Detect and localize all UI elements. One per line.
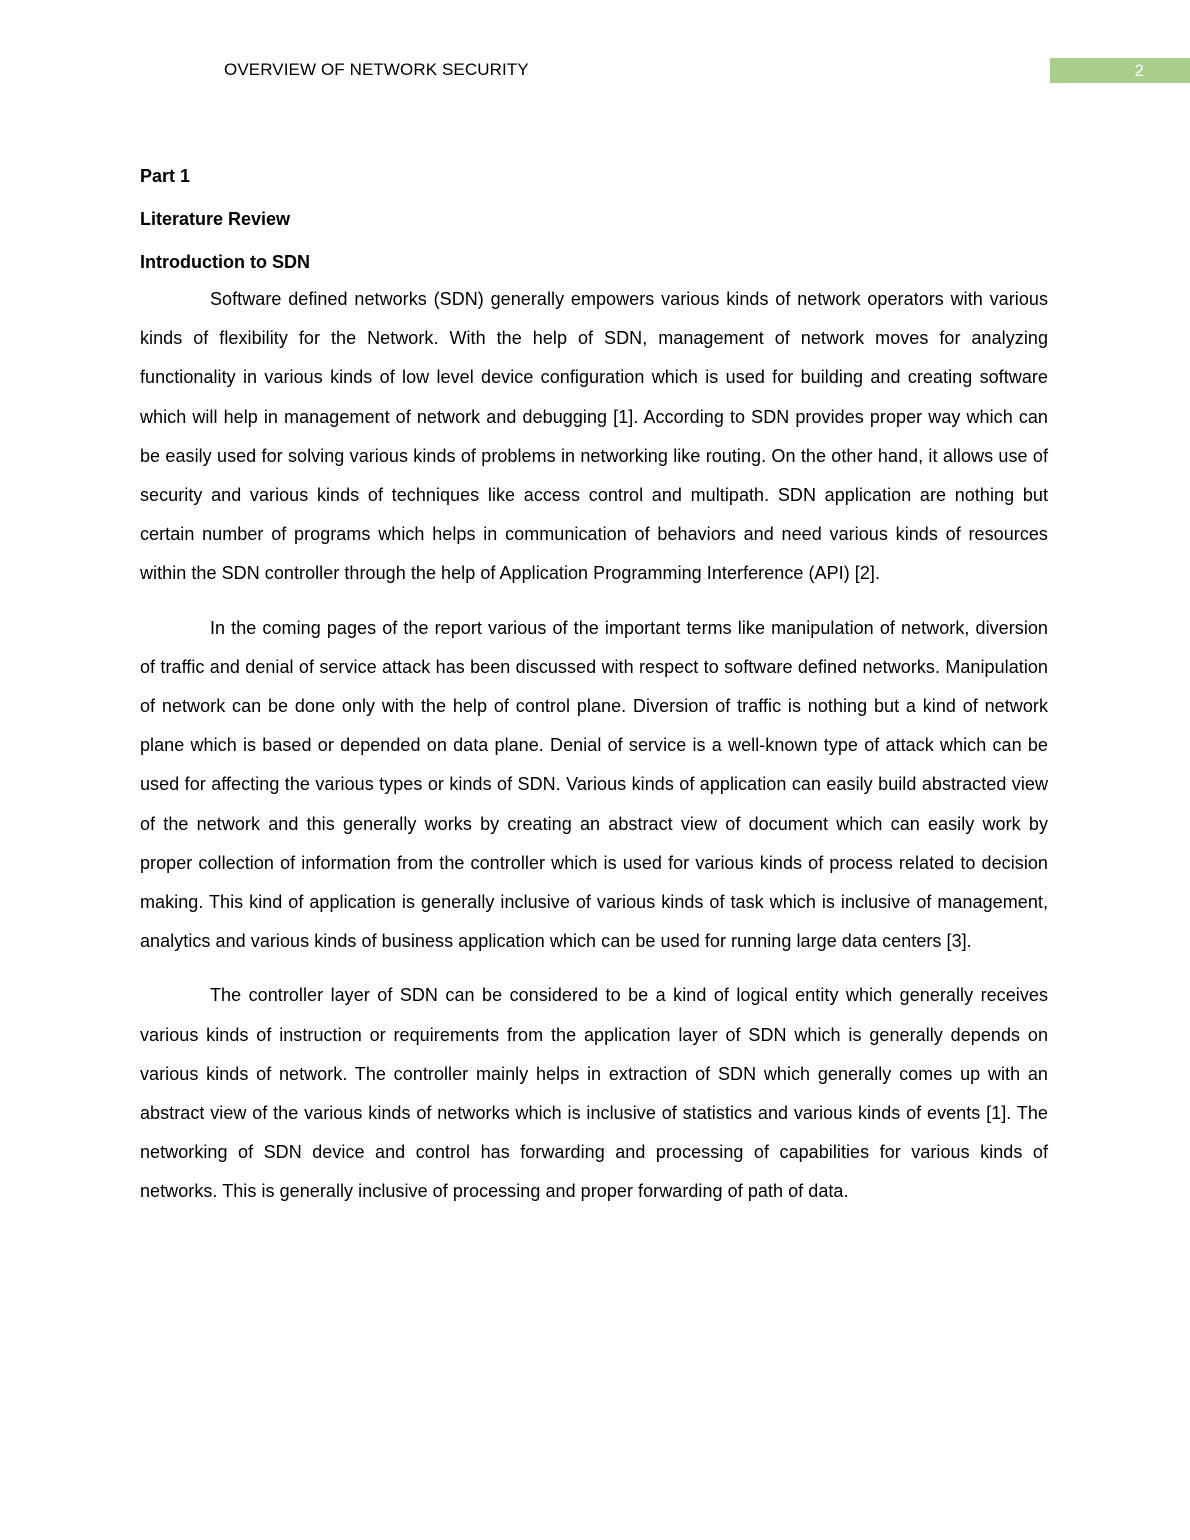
page-header	[0, 58, 1190, 84]
page-number: 2	[1134, 61, 1144, 80]
part-heading: Part 1	[140, 166, 191, 186]
section-heading: Literature Review	[140, 209, 291, 229]
paragraph-2: In the coming pages of the report various of the important terms like manipulation of network, diversion of traffic and denial of service attack has been discussed with respect to software defined networks. Manipulation of network can be done only with the help of control plane. Diversion of traffic is nothing but a kind of network plane which is based or depended on data plane. Denial of service is a well-known type of attack which can be used for affecting the various types or kinds of SDN. Various kinds of application can easily build abstracted view of the network and this generally works by creating an abstract view of document which can easily work by proper collection of information from the controller which is used for various kinds of process related to decision making. This kind of application is generally inclusive of various kinds of task which is inclusive of management, analytics and various kinds of business application which can be used for running large data centers [3].	[140, 617, 1048, 952]
document-body	[140, 164, 1048, 1227]
paragraph-3: The controller layer of SDN can be considered to be a kind of logical entity which generally receives various kinds of instruction or requirements from the application layer of SDN which is generally depends on various kinds of network. The controller mainly helps in extraction of SDN which generally comes up with an abstract view of the various kinds of networks which is inclusive of statistics and various kinds of events [1]. The networking of SDN device and control has forwarding and processing of capabilities for various kinds of networks. This is generally inclusive of processing and proper forwarding of path of data.	[140, 985, 1048, 1202]
running-head: OVERVIEW OF NETWORK SECURITY	[224, 60, 529, 79]
page-number-box	[1050, 58, 1190, 83]
paragraph-1: Software defined networks (SDN) generally empowers various kinds of network operators with various kinds of flexibility for the Network. With the help of SDN, management of network moves for analyzing functionality in various kinds of low level device configuration which is used for building and creating software which will help in management of network and debugging [1]. According to SDN provides proper way which can be easily used for solving various kinds of problems in networking like routing. On the other hand, it allows use of security and various kinds of techniques like access control and multipath. SDN application are nothing but certain number of programs which helps in communication of behaviors and need various kinds of resources within the SDN controller through the help of Application Programming Interference (API) [2].	[140, 289, 1048, 584]
subsection-heading: Introduction to SDN	[140, 252, 310, 272]
